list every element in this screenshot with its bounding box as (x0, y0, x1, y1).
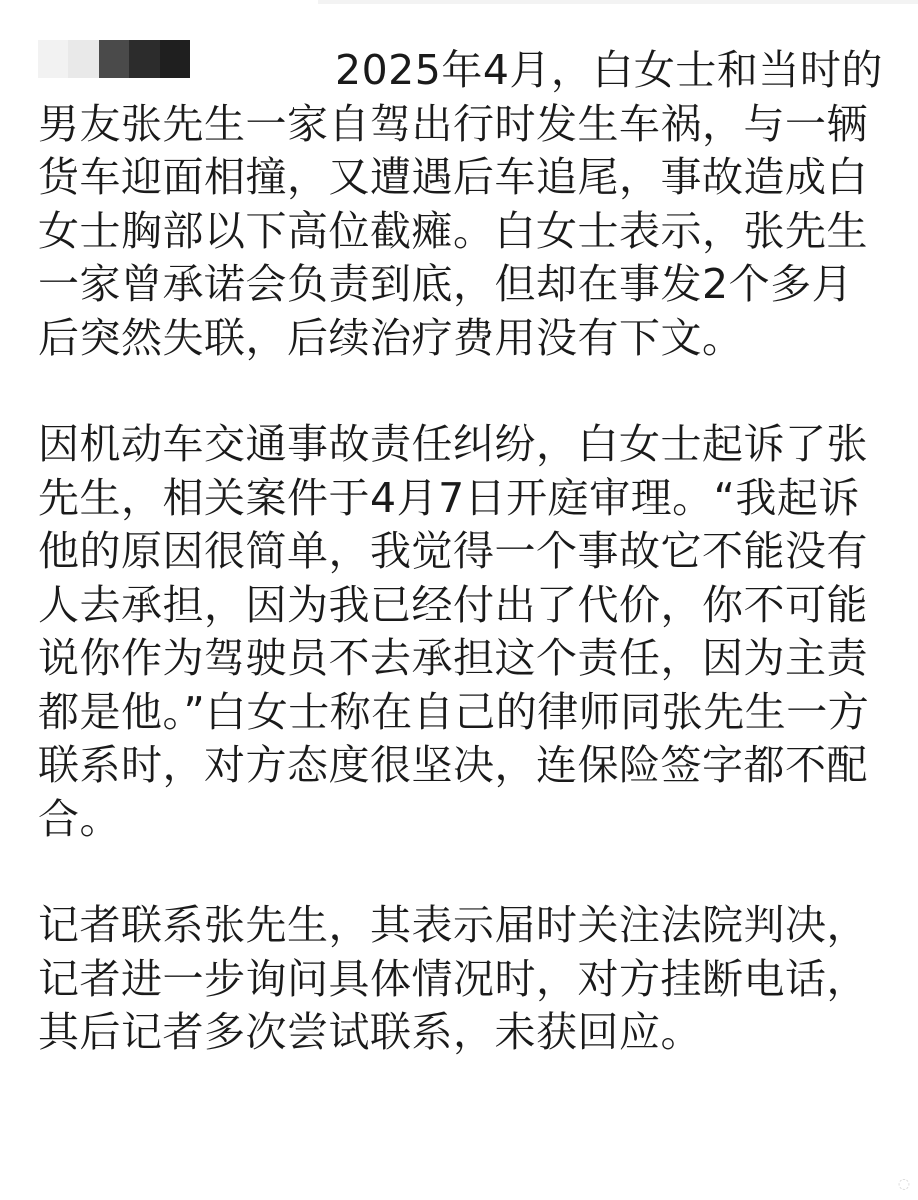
paragraph-2: 因机动车交通事故责任纠纷，白女士起诉了张先生，相关案件于4月7日开庭审理。“我起诉他的原因很简单，我觉得一个事故它不能没有人去承担，因为我已经付出了代价，你不可能说你作为驾驶员不去承担这个责任，因为主责都是他。”白女士称在自己的律师同张先生一方联系时，对方态度很坚决，连保险签字都不配合。 (38, 420, 870, 843)
paragraph-3: 记者联系张先生，其表示届时关注法院判决，记者进一步询问具体情况时，对方挂断电话，其后记者多次尝试联系，未获回应。 (38, 901, 868, 1056)
corner-watermark-icon: ◌ (897, 1176, 911, 1192)
article-body (38, 44, 890, 1060)
top-edge-strip (318, 0, 918, 4)
paragraph-1: 2025年4月，白女士和当时的男友张先生一家自驾出行时发生车祸，与一辆货车迎面相撞，又遭遇后车追尾，事故造成白女士胸部以下高位截瘫。白女士表示，张先生一家曾承诺会负责到底，但却在事发2个多月后突然失联，后续治疗费用没有下文。 (38, 46, 883, 362)
